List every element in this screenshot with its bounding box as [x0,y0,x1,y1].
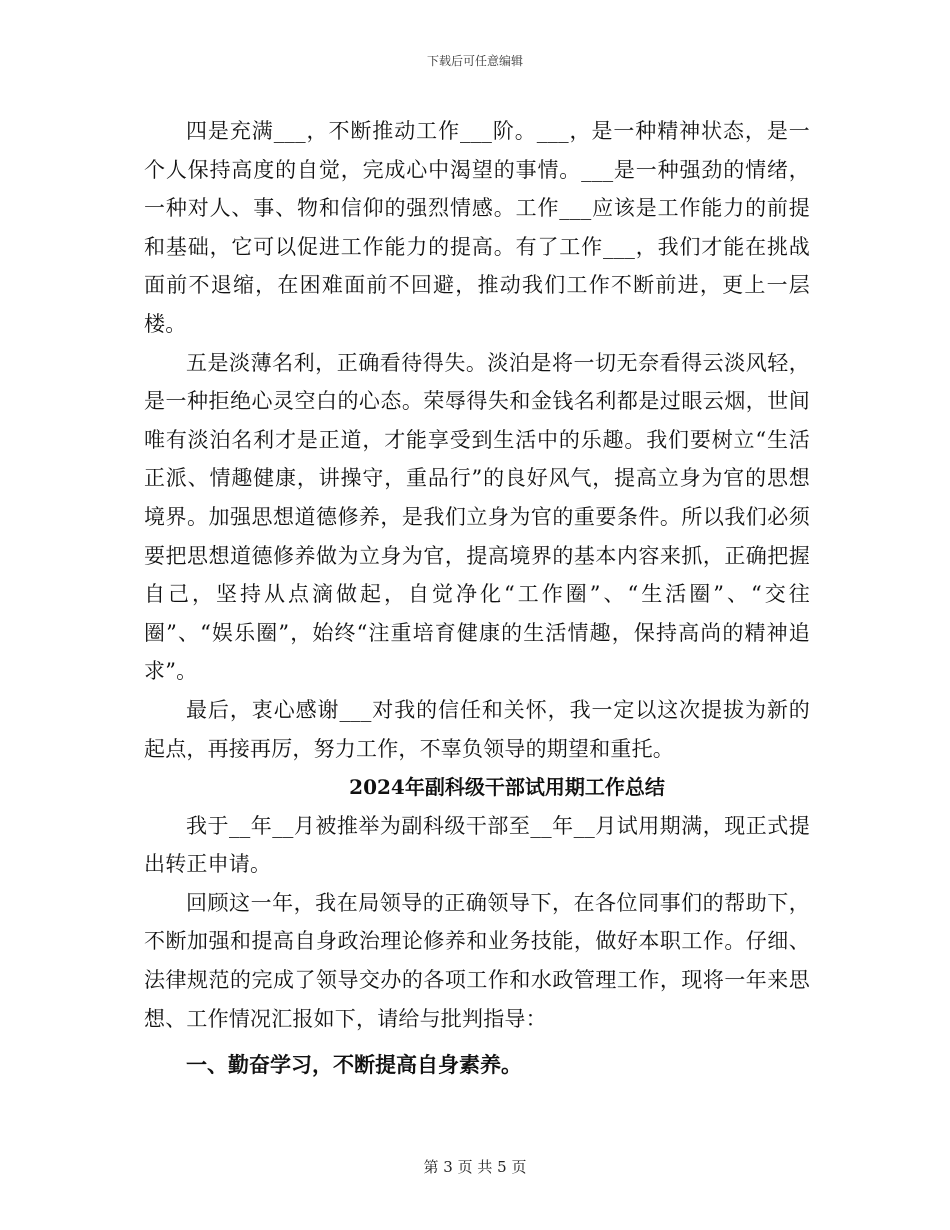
document-title: 2024年副科级干部试用期工作总结 [349,775,665,800]
page-header-note: 下载后可任意编辑 [426,54,523,68]
page-number: 第 3 页 共 5 页 [423,1158,527,1176]
paragraph-application: 我于__年__月被推举为副科级干部至__年__月试用期满，现正式提出转正申请。 [144,813,810,877]
paragraph-enthusiasm: 四是充满___，不断推动工作___阶。___，是一种精神状态，是一个人保持高度的自觉，完成心中渴望的事情。___是一种强劲的情绪，一种对人、事、物和信仰的强烈情感。工作___应该是工作能力的前提和基础，它可以促进工作能力的提高。有了工作___，我们才能在挑战面前不退缩，在困难面前不回避，推动我们工作不断前进，更上一层楼。 [144,119,810,336]
paragraph-closing-thanks: 最后，衷心感谢___对我的信任和关怀，我一定以这次提拔为新的起点，再接再厉，努力工作，不辜负领导的期望和重托。 [144,697,810,761]
paragraph-review: 回顾这一年，我在局领导的正确领导下，在各位同事们的帮助下，不断加强和提高自身政治理论修养和业务技能，做好本职工作。仔细、法律规范的完成了领导交办的各项工作和水政管理工作，现将一年来思想、工作情况汇报如下，请给与批判指导： [144,890,810,1031]
section-heading: 一、勤奋学习，不断提高自身素养。 [186,1052,522,1078]
paragraph-fame-and-gain: 五是淡薄名利，正确看待得失。淡泊是将一切无奈看得云淡风轻，是一种拒绝心灵空白的心态。荣辱得失和金钱名利都是过眼云烟，世间唯有淡泊名利才是正道，才能享受到生活中的乐趣。我们要树立“生活正派、情趣健康，讲操守，重品行”的良好风气，提高立身为官的思想境界。加强思想道德修养，是我们立身为官的重要条件。所以我们必须要把思想道德修养做为立身为官，提高境界的基本内容来抓，正确把握自己，坚持从点滴做起，自觉净化“工作圈”、“生活圈”、“交往圈”、“娱乐圈”，始终“注重培育健康的生活情趣，保持高尚的精神追求”。 [144,350,810,684]
document-body [144,112,810,1085]
